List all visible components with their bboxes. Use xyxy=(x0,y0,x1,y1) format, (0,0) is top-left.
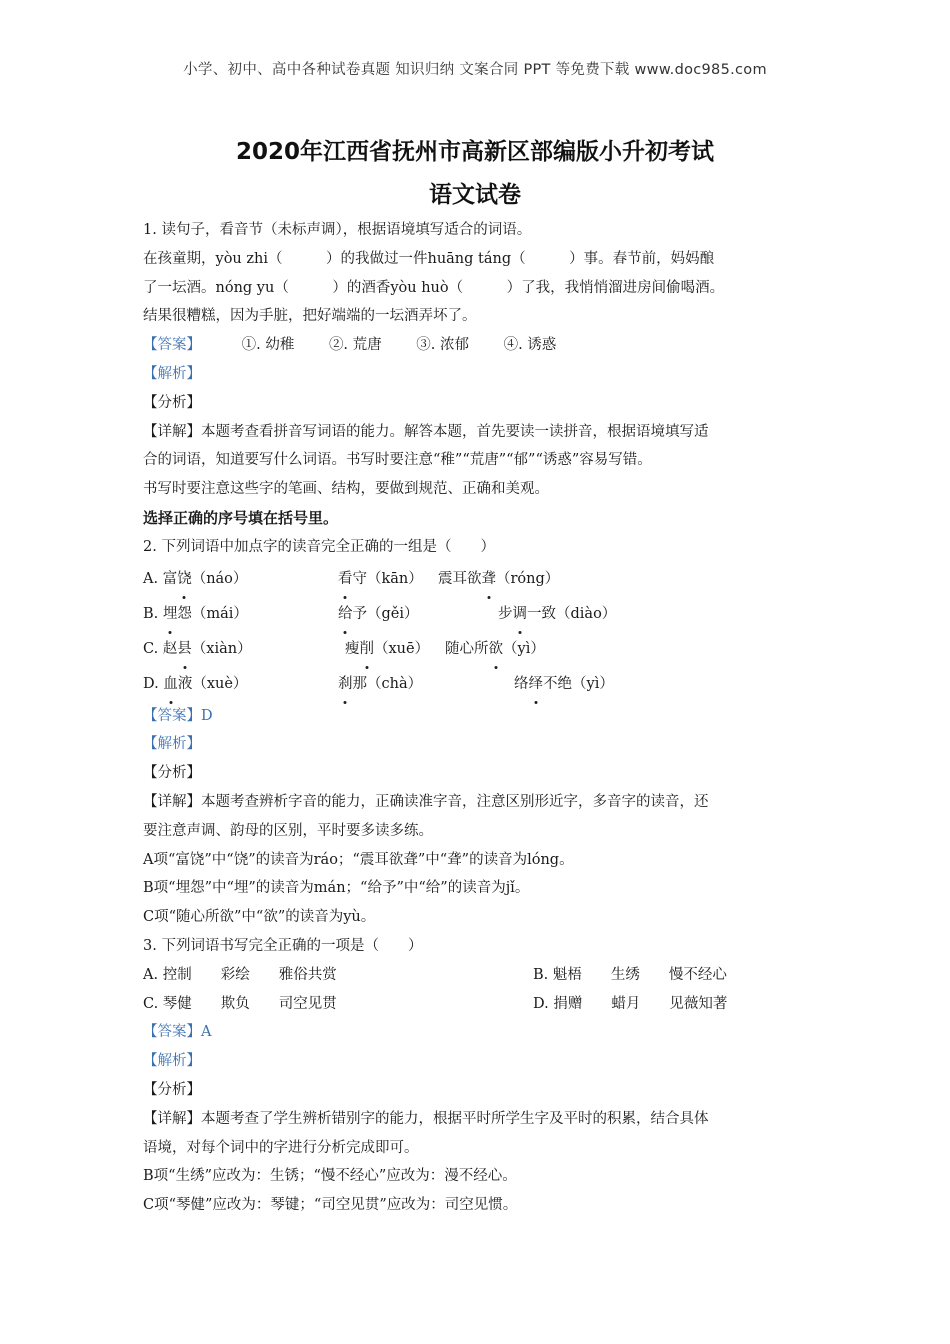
q1-line: 了一坛酒。nóng yu（ ）的酒香yòu huò（ ）了我，我悄悄溜进房间偷喝酒。 xyxy=(143,279,725,296)
detail-line: 书写时要注意这些字的笔画、结构，要做到规范、正确和美观。 xyxy=(143,481,549,498)
detail-line: B项“埋怨”中“埋”的读音为mán；“给予”中“给”的读音为jǐ。 xyxy=(143,880,530,897)
jiexi-label: 【解析】 xyxy=(143,736,201,753)
detail-line: 【详解】本题考查辨析字音的能力，正确读准字音，注意区别形近字，多音字的读音，还 xyxy=(143,793,709,810)
answer-item: ④. 诱惑 xyxy=(503,337,557,354)
detail-line: A项“富饶”中“饶”的读音为ráo；“震耳欲聋”中“聋”的读音为lóng。 xyxy=(143,851,574,868)
detail-line: C项“琴健”应改为：琴键；“司空见贯”应改为：司空见惯。 xyxy=(143,1197,518,1214)
q2-option-d: D. 血液（xuè） 刹那（chà） 络绎不绝（yì） xyxy=(143,667,813,702)
q3-stem: 3. 下列词语书写完全正确的一项是（ ） xyxy=(143,937,423,954)
fenxi-label: 【分析】 xyxy=(143,765,201,782)
jiexi-label: 【解析】 xyxy=(143,365,201,382)
q3-answer: 【答案】A xyxy=(143,1024,212,1041)
q3-options-row xyxy=(143,961,813,990)
q1-answer-row xyxy=(143,331,813,360)
q1-line: 结果很糟糕，因为手脏，把好端端的一坛酒弄坏了。 xyxy=(143,308,477,325)
q2-stem: 2. 下列词语中加点字的读音完全正确的一组是（ ） xyxy=(143,538,495,555)
page-subtitle: 语文试卷 xyxy=(429,182,521,208)
section-heading: 选择正确的序号填在括号里。 xyxy=(143,508,339,527)
q3-option-b: B. 魁梧 生绣 慢不经心 xyxy=(533,966,727,983)
detail-line: 语境，对每个词中的字进行分析完成即可。 xyxy=(143,1139,419,1156)
q2-option-b: B. 埋怨（mái） 给予（gěi） 步调一致（diào） xyxy=(143,597,813,632)
fenxi-label: 【分析】 xyxy=(143,394,201,411)
jiexi-label: 【解析】 xyxy=(143,1053,201,1070)
q3-options-row xyxy=(143,990,813,1019)
document-body xyxy=(143,216,813,1220)
q1-stem: 1. 读句子，看音节（未标声调），根据语境填写适合的词语。 xyxy=(143,222,532,238)
q3-option-d: D. 捐赠 蜡月 见薇知著 xyxy=(533,995,728,1012)
detail-line: B项“生绣”应改为：生锈；“慢不经心”应改为：漫不经心。 xyxy=(143,1168,517,1185)
q2-option-c: C. 赵县（xiàn） 瘦削（xuē） 随心所欲（yì） xyxy=(143,632,813,667)
q3-option-a: A. 控制 彩绘 雅俗共赏 xyxy=(143,966,337,983)
detail-line: 【详解】本题考查看拼音写词语的能力。解答本题，首先要读一读拼音，根据语境填写适 xyxy=(143,423,709,440)
answer-item: ③. 浓郁 xyxy=(416,337,469,354)
q2-option-a: A. 富饶（náo） 看守（kān） 震耳欲聋（róng） xyxy=(143,562,813,597)
q3-option-c: C. 琴健 欺负 司空见贯 xyxy=(143,995,337,1012)
detail-line: 【详解】本题考查了学生辨析错别字的能力，根据平时所学生字及平时的积累，结合具体 xyxy=(143,1110,709,1127)
answer-item: ②. 荒唐 xyxy=(328,337,382,354)
header-banner: 小学、初中、高中各种试卷真题 知识归纳 文案合同 PPT 等免费下载 www.doc985.com xyxy=(183,62,767,78)
detail-line: C项“随心所欲”中“欲”的读音为yù。 xyxy=(143,909,376,926)
page-title: 2020年江西省抚州市高新区部编版小升初考试 xyxy=(235,139,714,165)
fenxi-label: 【分析】 xyxy=(143,1081,201,1098)
answer-item: ①. 幼稚 xyxy=(241,337,295,354)
q2-answer: 【答案】D xyxy=(143,707,213,724)
answer-label: 【答案】 xyxy=(143,337,201,354)
detail-line: 要注意声调、韵母的区别，平时要多读多练。 xyxy=(143,822,433,839)
q1-line: 在孩童期，yòu zhi（ ）的我做过一件huāng táng（ ）事。春节前，妈妈酿 xyxy=(143,250,715,267)
detail-line: 合的词语，知道要写什么词语。书写时要注意“稚”“荒唐”“郁”“诱惑”容易写错。 xyxy=(143,452,652,469)
